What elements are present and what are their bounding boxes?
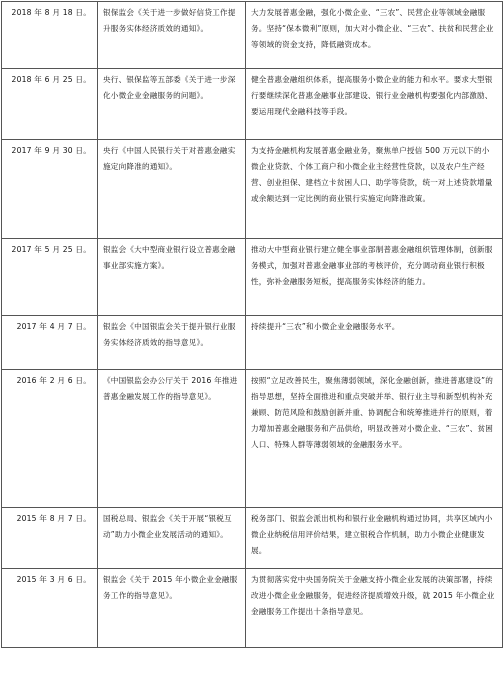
- document-cell: 央行、银保监等五部委《关于进一步深化小微企业金融服务的问题》。: [98, 69, 246, 140]
- table-row: [2, 239, 503, 316]
- table-row: [2, 316, 503, 370]
- date-cell: 2017 年 5 月 25 日。: [2, 239, 98, 316]
- policy-table: [1, 1, 503, 648]
- document-cell: 银保监会《关于进一步做好信贷工作提升服务实体经济质效的通知》。: [98, 2, 246, 69]
- date-cell: 2018 年 8 月 18 日。: [2, 2, 98, 69]
- date-cell: 2015 年 3 月 6 日。: [2, 569, 98, 648]
- table-row: [2, 370, 503, 508]
- date-cell: 2015 年 8 月 7 日。: [2, 508, 98, 569]
- content-cell: 健全普惠金融组织体系，提高服务小微企业的能力和水平。要求大型银行要继续深化普惠金融事业部建设、银行业金融机构要强化内部激励、要运用现代金融科技等手段。: [246, 69, 503, 140]
- table-row: [2, 569, 503, 648]
- document-cell: 银监会《中国银监会关于提升银行业服务实体经济质效的指导意见》。: [98, 316, 246, 370]
- document-cell: 银监会《关于 2015 年小微企业金融服务工作的指导意见》。: [98, 569, 246, 648]
- content-cell: 持续提升“三农”和小微企业金融服务水平。: [246, 316, 503, 370]
- content-cell: 推动大中型商业银行建立健全事业部制普惠金融组织管理体制，创新服务模式，加强对普惠金融事业部的考核评价，充分调动商业银行积极性，弥补金融服务短板，提高服务实体经济的能力。: [246, 239, 503, 316]
- table-row: [2, 2, 503, 69]
- content-cell: 为支持金融机构发展普惠金融业务，聚焦单户授信 500 万元以下的小微企业贷款、个体工商户和小微企业主经营性贷款，以及农户生产经营、创业担保、建档立卡贫困人口、助学等贷款，统一对上述贷款增量或余额达到一定比例的商业银行实施定向降准政策。: [246, 140, 503, 239]
- document-cell: 国税总局、银监会《关于开展“银税互动”助力小微企业发展活动的通知》。: [98, 508, 246, 569]
- date-cell: 2017 年 4 月 7 日。: [2, 316, 98, 370]
- table-row: [2, 69, 503, 140]
- document-cell: 《中国银监会办公厅关于 2016 年推进普惠金融发展工作的指导意见》。: [98, 370, 246, 508]
- date-cell: 2018 年 6 月 25 日。: [2, 69, 98, 140]
- content-cell: 为贯彻落实党中央国务院关于金融支持小微企业发展的决策部署，持续改进小微企业金融服务，促进经济提质增效升级，就 2015 年小微企业金融服务工作提出十条指导意见。: [246, 569, 503, 648]
- content-cell: 按照“立足改善民生，聚焦薄弱领域，深化金融创新，推进普惠建设”的指导思想，坚持全面推进和重点突破并举、银行业主导和新型机构补充兼顾、防范风险和鼓励创新并重、协调配合和统筹推进并行的原则，着力增加普惠金融服务和产品供给，明显改善对小微企业、“三农”、贫困人口、特殊人群等薄弱领域的金融服务水平。: [246, 370, 503, 508]
- date-cell: 2017 年 9 月 30 日。: [2, 140, 98, 239]
- content-cell: 大力发展普惠金融，强化小微企业、“三农”、民营企业等领域金融服务。坚持“保本微利”原则，加大对小微企业、“三农”、扶贫和民营企业等领域的资金支持，降低融资成本。: [246, 2, 503, 69]
- date-cell: 2016 年 2 月 6 日。: [2, 370, 98, 508]
- content-cell: 税务部门、银监会派出机构和银行业金融机构通过协同，共享区域内小微企业纳税信用评价结果，建立银税合作机制，助力小微企业健康发展。: [246, 508, 503, 569]
- table-row: [2, 140, 503, 239]
- table-row: [2, 508, 503, 569]
- document-cell: 银监会《大中型商业银行设立普惠金融事业部实施方案》。: [98, 239, 246, 316]
- document-cell: 央行《中国人民银行关于对普惠金融实施定向降准的通知》。: [98, 140, 246, 239]
